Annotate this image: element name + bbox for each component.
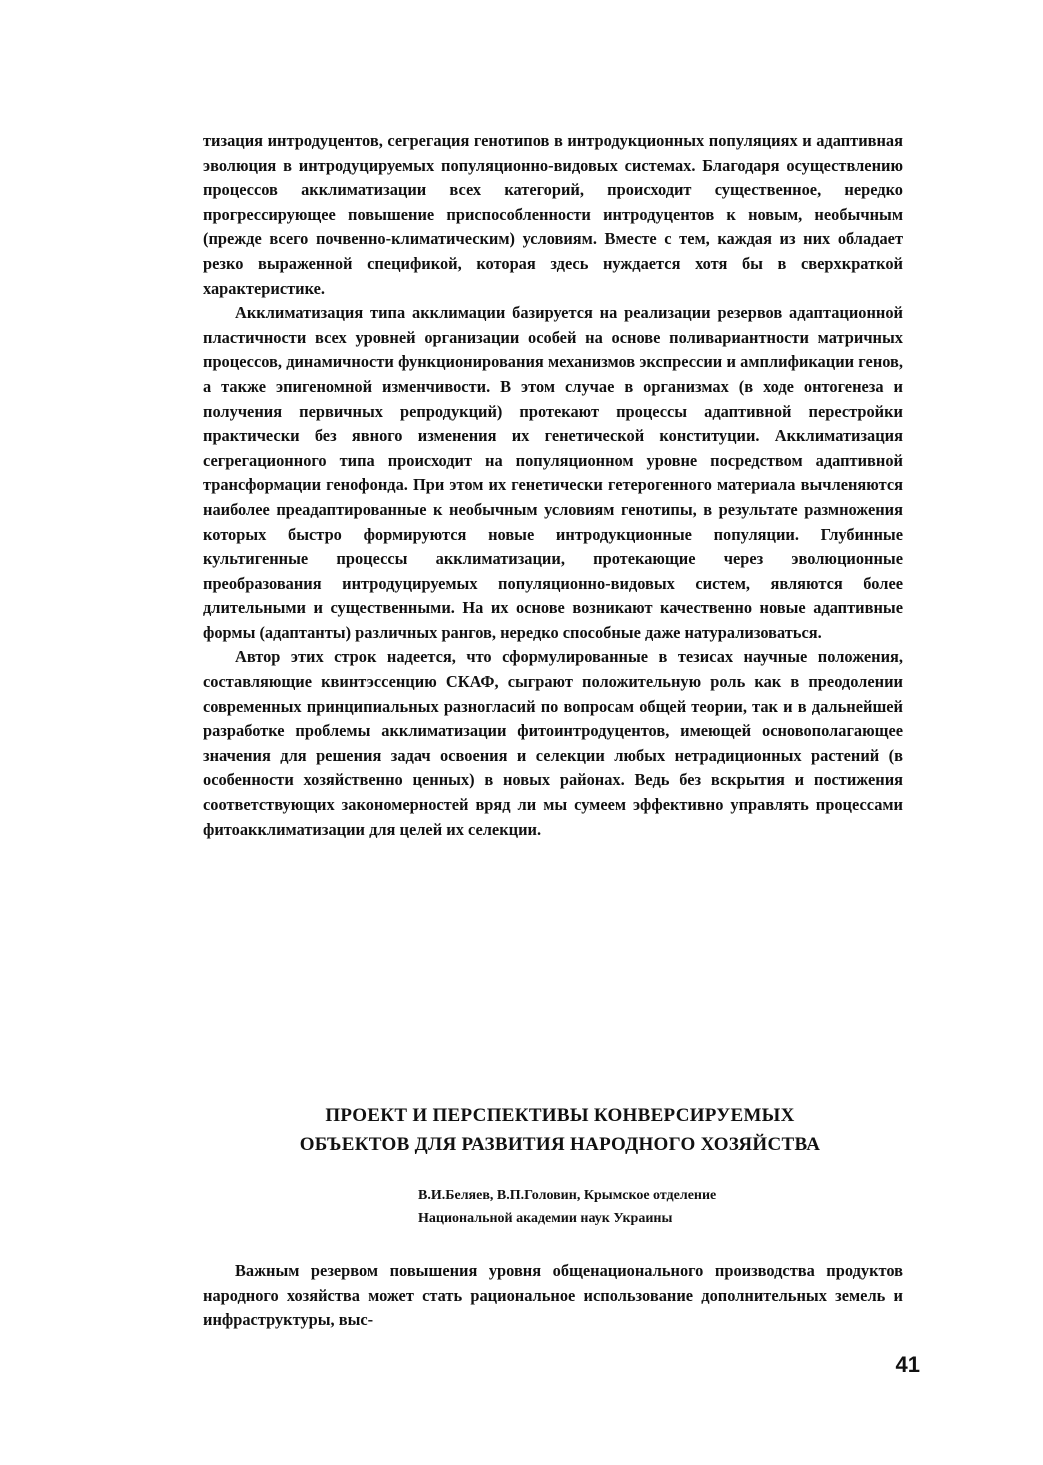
article-title-line-1: ПРОЕКТ И ПЕРСПЕКТИВЫ КОНВЕРСИРУЕМЫХ [325,1105,795,1126]
article-opening-paragraph: Важным резервом повышения уровня общенационального производства продуктов народного хозяйства может стать рациональное использование дополнительных земель и инфраструктуры, выс- [203,1261,903,1330]
article-title [180,1101,940,1159]
authors-line-1: В.И.Беляев, В.П.Головин, Крымское отделение [418,1188,717,1203]
paragraph-author-conclusion: Автор этих строк надеется, что сформулированные в тезисах научные положения, составляющие квинтэссенцию СКАФ, сыграют положительную роль как в преодолении современных принципиальных разногласий по вопросам общей теории, так и в дальнейшей разработке проблемы акклиматизации фитоинтродуцентов, имеющей основополагающее значения для решения задач освоения и селекции любых нетрадиционных растений (в особенности хозяйственно ценных) в новых районах. Ведь без вскрытия и постижения соответствующих закономерностей вряд ли мы сумеем эффективно управлять процессами фитоакклиматизации для целей их селекции. [203,647,903,839]
paragraph-continuation: тизация интродуцентов, сегрегация генотипов в интродукционных популяциях и адаптивная эволюция в интродуцируемых популяционно-видовых системах. Благодаря осуществлению процессов акклиматизации всех категорий, происходит существенное, нередко прогрессирующее повышение приспособленности интродуцентов к новым, необычным (прежде всего почвенно-климатическим) условиям. Вместе с тем, каждая из них обладает резко выраженной спецификой, которая здесь нуждается хотя бы в сверхкраткой характеристике. [203,131,903,298]
page-number: 41 [895,1352,920,1377]
article-body [203,1259,903,1333]
authors-line-2: Национальной академии наук Украины [418,1211,673,1226]
top-text-block [203,129,903,842]
article-title-line-2: ОБЪЕКТОВ ДЛЯ РАЗВИТИЯ НАРОДНОГО ХОЗЯЙСТВА [299,1134,821,1155]
article-authors [418,1184,918,1230]
paragraph-acclimation-types: Акклиматизация типа акклимации базируется на реализации резервов адаптационной пластичности всех уровней организации особей на основе поливариантности матричных процессов, динамичности функционирования механизмов экспрессии и амплификации генов, а также эпигеномной изменчивости. В этом случае в организмах (в ходе онтогенеза и получения первичных репродукций) протекают процессы адаптивной перестройки практически без явного изменения их генетической конституции. Акклиматизация сегрегационного типа происходит на популяционном уровне посредством адаптивной трансформации генофонда. При этом их генетически гетерогенного материала вычленяются наиболее преадаптированные к необычным условиям генотипы, в результате размножения которых быстро формируются новые интродукционные популяции. Глубинные культигенные процессы акклиматизации, протекающие через эволюционные преобразования интродуцируемых популяционно-видовых систем, являются более длительными и существенными. На их основе возникают качественно новые адаптивные формы (адаптанты) различных рангов, нередко способные даже натурализоваться. [203,303,903,642]
